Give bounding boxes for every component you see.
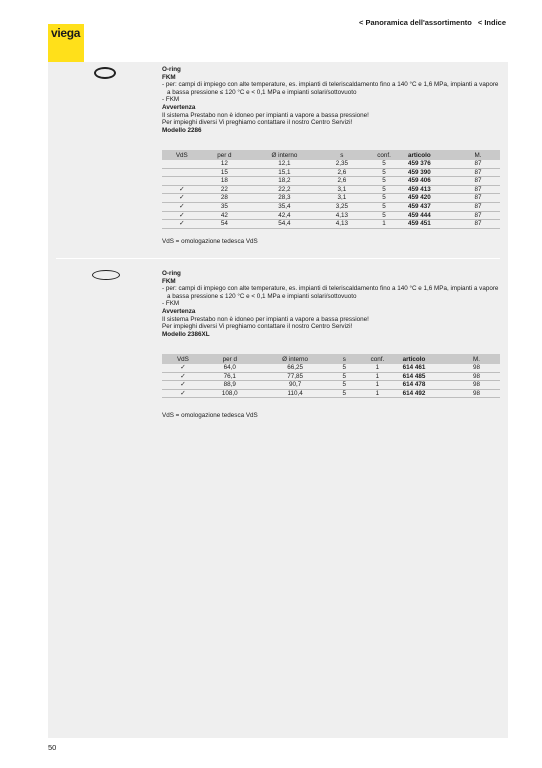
table-row [162,168,500,177]
warning-line-2: Per impieghi diversi Vi preghiamo contattare il nostro Centro Servizi! [162,323,353,331]
product-material: FKM [162,277,176,285]
cell-per-d: 76,1 [204,372,256,381]
table-header-row [162,354,500,364]
model-label: Modello 2286 [162,126,202,134]
cell-inner-diameter: 66,25 [256,364,335,372]
cell-s: 2,35 [322,160,362,168]
table-row [162,389,500,398]
page-number: 50 [48,743,57,752]
warning-line-1: Il sistema Prestabo non è idoneo per impianti a vapore a bassa pressione! [162,315,369,323]
cell-vds: ✓ [162,220,202,229]
article-table [162,150,500,229]
viega-logo [48,24,84,52]
cell-article: 459 406 [406,177,473,186]
col-pack: conf. [354,354,400,364]
cell-per-d: 35 [202,202,248,211]
cell-pack: 5 [362,185,406,194]
table-row [162,372,500,381]
cell-article: 614 478 [401,381,471,390]
cell-article: 459 437 [406,202,473,211]
cell-vds: ✓ [162,202,202,211]
cell-inner-diameter: 90,7 [256,381,335,390]
product-type: O-ring [162,270,181,277]
table-row [162,381,500,390]
cell-per-d: 18 [202,177,248,186]
footnote: VdS = omologazione tedesca VdS [162,412,258,419]
warning-title: Avvertenza [162,103,196,111]
cell-s: 3,25 [322,202,362,211]
cell-inner-diameter: 35,4 [247,202,321,211]
cell-article: 459 420 [406,194,473,203]
model-label: Modello 2386XL [162,330,210,338]
col-inner-diameter: Ø interno [247,150,321,160]
warning-title: Avvertenza [162,307,196,315]
cell-per-d: 28 [202,194,248,203]
cell-s: 2,6 [322,168,362,177]
cell-per-d: 108,0 [204,389,256,398]
col-per-d: per d [204,354,256,364]
cell-m: 87 [473,185,500,194]
product-type: O-ring [162,66,181,73]
table-row [162,160,500,168]
table-body [162,160,500,228]
table-row [162,211,500,220]
col-vds: VdS [162,354,204,364]
cell-pack: 5 [362,202,406,211]
cell-article: 614 461 [401,364,471,372]
cell-s: 3,1 [322,194,362,203]
table-row [162,177,500,186]
warning-line-2: Per impieghi diversi Vi preghiamo contattare il nostro Centro Servizi! [162,119,353,127]
o-ring-icon [94,67,116,79]
table-body [162,364,500,398]
nav-link-index[interactable]: < Indice [477,18,506,27]
cell-inner-diameter: 42,4 [247,211,321,220]
cell-article: 459 376 [406,160,473,168]
table-row [162,202,500,211]
cell-s: 5 [334,372,354,381]
cell-m: 87 [473,160,500,168]
product-material: FKM [162,73,176,81]
cell-m: 87 [473,202,500,211]
table-row [162,194,500,203]
cell-pack: 5 [362,211,406,220]
cell-per-d: 88,9 [204,381,256,390]
col-m: M. [471,354,500,364]
cell-per-d: 42 [202,211,248,220]
section-divider [56,258,500,259]
cell-inner-diameter: 54,4 [247,220,321,229]
cell-vds: ✓ [162,364,204,372]
cell-inner-diameter: 110,4 [256,389,335,398]
cell-s: 4,13 [322,220,362,229]
cell-inner-diameter: 77,85 [256,372,335,381]
logo-text: viega [51,26,81,40]
cell-inner-diameter: 12,1 [247,160,321,168]
cell-m: 98 [471,389,500,398]
cell-s: 5 [334,389,354,398]
cell-pack: 5 [362,160,406,168]
cell-pack: 1 [354,372,400,381]
cell-m: 98 [471,381,500,390]
cell-vds [162,160,202,168]
cell-article: 614 492 [401,389,471,398]
article-table [162,354,500,398]
cell-vds: ✓ [162,381,204,390]
usage-line: - per: campi di impiego con alte temperature, es. impianti di teleriscaldamento fino a 140 °C e 1,6 MPa, impianti a vapore a bassa pressione ≤ 120 °C e < 0,1 MPa e impianti solari/sottovuoto [162,81,499,96]
cell-pack: 5 [362,168,406,177]
nav-link-overview[interactable]: < Panoramica dell'assortimento [358,18,472,27]
cell-inner-diameter: 28,3 [247,194,321,203]
cell-inner-diameter: 22,2 [247,185,321,194]
cell-per-d: 15 [202,168,248,177]
cell-m: 87 [473,194,500,203]
table-row [162,185,500,194]
product-description [162,270,502,338]
cell-m: 87 [473,220,500,229]
cell-pack: 1 [362,220,406,229]
cell-vds: ✓ [162,194,202,203]
cell-inner-diameter: 15,1 [247,168,321,177]
col-pack: conf. [362,150,406,160]
cell-pack: 1 [354,389,400,398]
col-vds: VdS [162,150,202,160]
cell-m: 87 [473,177,500,186]
cell-per-d: 54 [202,220,248,229]
cell-pack: 5 [362,194,406,203]
cell-vds [162,177,202,186]
table-row [162,220,500,229]
cell-pack: 5 [362,177,406,186]
cell-m: 98 [471,372,500,381]
cell-m: 87 [473,168,500,177]
cell-vds: ✓ [162,389,204,398]
warning-line-1: Il sistema Prestabo non è idoneo per impianti a vapore a bassa pressione! [162,111,369,119]
cell-m: 98 [471,364,500,372]
cell-s: 5 [334,364,354,372]
cell-article: 459 451 [406,220,473,229]
col-article: articolo [406,150,473,160]
col-s: s [322,150,362,160]
usage-line: - per: campi di impiego con alte temperature, es. impianti di teleriscaldamento fino a 140 °C e 1,6 MPa, impianti a vapore a bassa pressione ≤ 120 °C e < 0,1 MPa e impianti solari/sottovuoto [162,285,499,300]
cell-per-d: 22 [202,185,248,194]
cell-pack: 1 [354,381,400,390]
cell-vds: ✓ [162,372,204,381]
cell-pack: 1 [354,364,400,372]
cell-inner-diameter: 18,2 [247,177,321,186]
cell-article: 459 390 [406,168,473,177]
table-row [162,364,500,372]
logo-strip [48,52,84,62]
cell-s: 5 [334,381,354,390]
product-description [162,66,502,134]
col-per-d: per d [202,150,248,160]
usage-material-line: - FKM [162,300,180,308]
cell-s: 3,1 [322,185,362,194]
top-navigation [359,18,506,27]
table-header-row [162,150,500,160]
col-m: M. [473,150,500,160]
cell-article: 614 485 [401,372,471,381]
cell-per-d: 64,0 [204,364,256,372]
cell-s: 2,6 [322,177,362,186]
cell-vds [162,168,202,177]
col-inner-diameter: Ø interno [256,354,335,364]
o-ring-icon [92,270,120,280]
cell-vds: ✓ [162,211,202,220]
cell-per-d: 12 [202,160,248,168]
col-s: s [334,354,354,364]
cell-s: 4,13 [322,211,362,220]
cell-article: 459 444 [406,211,473,220]
content-panel [48,62,508,738]
cell-m: 87 [473,211,500,220]
footnote: VdS = omologazione tedesca VdS [162,238,258,245]
cell-vds: ✓ [162,185,202,194]
usage-material-line: - FKM [162,96,180,104]
cell-article: 459 413 [406,185,473,194]
col-article: articolo [401,354,471,364]
